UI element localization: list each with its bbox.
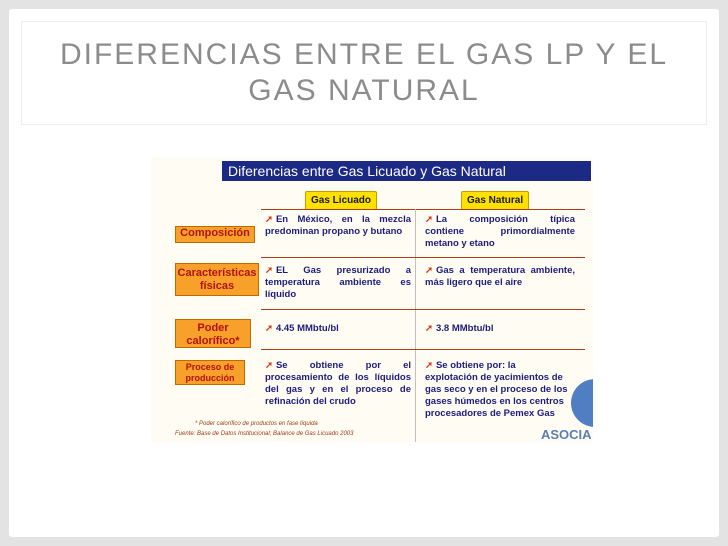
cell-caracteristicas-gas-licuado: ➚ EL Gas presurizado a temperatura ambiente es líquido xyxy=(265,265,411,300)
column-divider xyxy=(415,209,416,442)
row-label-composicion: Composición xyxy=(175,226,255,243)
row-label-poder-calorifico: Poder calorífico* xyxy=(175,319,251,348)
separator-line xyxy=(261,257,585,258)
column-header-gas-licuado: Gas Licuado xyxy=(305,191,377,210)
footnote-1: * Poder calorífico de productos en fase líquida xyxy=(195,421,318,427)
bullet-icon: ➚ xyxy=(425,323,433,334)
logo-text: ASOCIA xyxy=(541,427,592,442)
cell-composicion-gas-licuado: ➚ En México, en la mezcla predominan propano y butano xyxy=(265,214,411,237)
separator-line xyxy=(261,209,585,210)
bullet-icon: ➚ xyxy=(425,360,433,371)
logo-globe-icon xyxy=(571,379,593,427)
bullet-icon: ➚ xyxy=(265,214,273,225)
bullet-icon: ➚ xyxy=(425,214,433,225)
bullet-icon: ➚ xyxy=(265,360,273,371)
row-label-proceso-produccion: Proceso de producción xyxy=(175,360,245,385)
cell-composicion-gas-natural: ➚ La composición típica contiene primordialmente metano y etano xyxy=(425,214,575,249)
footnote-source: Fuente: Base de Datos Institucional; Balance de Gas Licuado 2003 xyxy=(175,431,354,437)
image-header: Diferencias entre Gas Licuado y Gas Natural xyxy=(222,161,591,181)
column-header-gas-natural: Gas Natural xyxy=(461,191,529,210)
cell-poder-gas-licuado: ➚ 4.45 MMbtu/bl xyxy=(265,323,339,334)
cell-caracteristicas-gas-natural: ➚ Gas a temperatura ambiente, más ligero que el aire xyxy=(425,265,575,288)
bullet-icon: ➚ xyxy=(265,265,273,276)
row-label-caracteristicas: Características físicas xyxy=(175,263,259,296)
bullet-icon: ➚ xyxy=(265,323,273,334)
embedded-table-image xyxy=(151,157,593,442)
cell-poder-gas-natural: ➚ 3.8 MMbtu/bl xyxy=(425,323,494,334)
bullet-icon: ➚ xyxy=(425,265,433,276)
title-band xyxy=(22,22,706,124)
separator-line xyxy=(261,309,585,310)
cell-proceso-gas-natural: ➚ Se obtiene por: la explotación de yacimientos de gas seco y en el proceso de los gases húmedos en los centros procesadores de Pemex Gas xyxy=(425,360,568,419)
cell-proceso-gas-licuado: ➚ Se obtiene por el procesamiento de los líquidos del gas y en el proceso de refinación del crudo xyxy=(265,360,411,407)
slide-title-line-1: DIFERENCIAS ENTRE EL GAS LP Y EL xyxy=(59,38,669,71)
slide-title-line-2: GAS NATURAL xyxy=(248,74,480,107)
separator-line xyxy=(261,349,585,350)
